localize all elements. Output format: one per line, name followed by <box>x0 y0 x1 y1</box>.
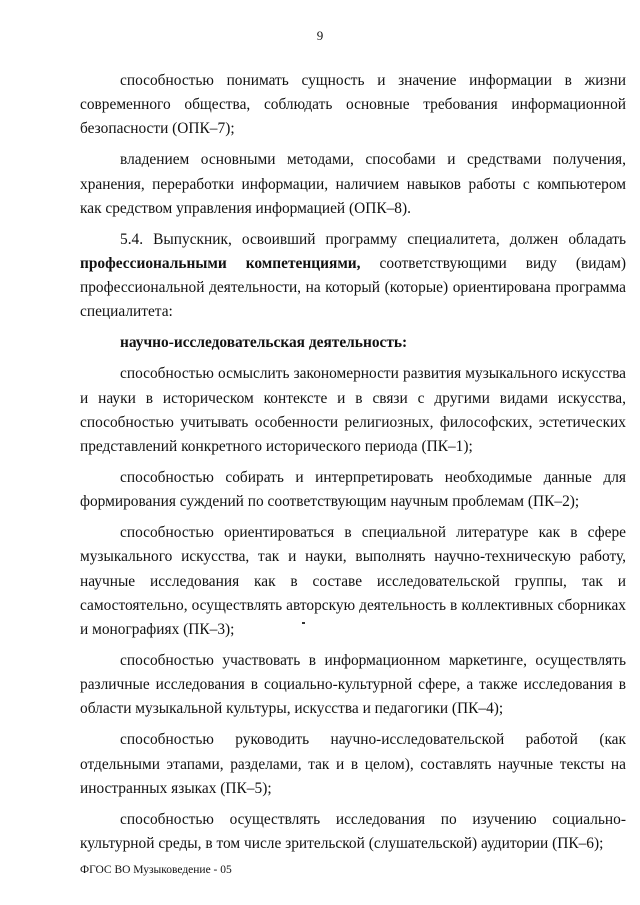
scan-speck <box>302 622 305 624</box>
paragraph-opk8: владением основными методами, способами и средствами получения, хранения, переработки информации, наличием навыков работы с компьютером как средством управления информацией (ОПК–8). <box>80 151 626 217</box>
paragraph-pk4: способностью участвовать в информационном маркетинге, осуществлять различные исследования в социально-культурной сфере, а также исследования в области музыкальной культуры, искусства и педагогики (ПК–4); <box>80 652 626 718</box>
document-body <box>80 69 626 863</box>
paragraph-opk7: способностью понимать сущность и значение информации в жизни современного общества, соблюдать основные требования информационной безопасности (ОПК–7); <box>80 72 626 138</box>
paragraph-5-4 <box>80 228 626 325</box>
footer-text: ФГОС ВО Музыковедение - 05 <box>80 864 232 876</box>
bold-term: профессиональными компетенциями, <box>80 255 361 273</box>
paragraph-pk6: способностью осуществлять исследования по изучению социально-культурной среды, в том числе зрительской (слушательской) аудитории (ПК–6); <box>80 810 626 853</box>
paragraph-pk1: способностью осмыслить закономерности развития музыкального искусства и науки в историческом контексте и в связи с другими видами искусства, способностью учитывать особенности религиозных, философских, эстетических представлений конкретного исторического периода (ПК–1); <box>80 365 626 456</box>
paragraph-pk5: способностью руководить научно-исследовательской работой (как отдельными этапами, разделами, так и в целом), составлять научные тексты на иностранных языках (ПК–5); <box>80 731 626 797</box>
paragraph-5-4-lead: 5.4. Выпускник, освоивший программу специалитета, должен обладать <box>120 230 626 248</box>
section-heading: научно-исследовательская деятельность: <box>120 334 408 352</box>
paragraph-pk3: способностью ориентироваться в специальной литературе как в сфере музыкального искусства, так и науки, выполнять научно-техническую работу, научные исследования как в составе исследовательской группы, так и самостоятельно, осуществлять авторскую деятельность в коллективных сборниках и монографиях (ПК–3); <box>80 524 626 639</box>
paragraph-pk2: способностью собирать и интерпретировать необходимые данные для формирования суждений по соответствующим научным проблемам (ПК–2); <box>80 469 626 511</box>
paragraph-5-4-tail: соответствующими виду (видам) профессиональной деятельности, на который (которые) ориентирована программа специалитета: <box>80 255 626 321</box>
page-number: 9 <box>316 28 324 43</box>
